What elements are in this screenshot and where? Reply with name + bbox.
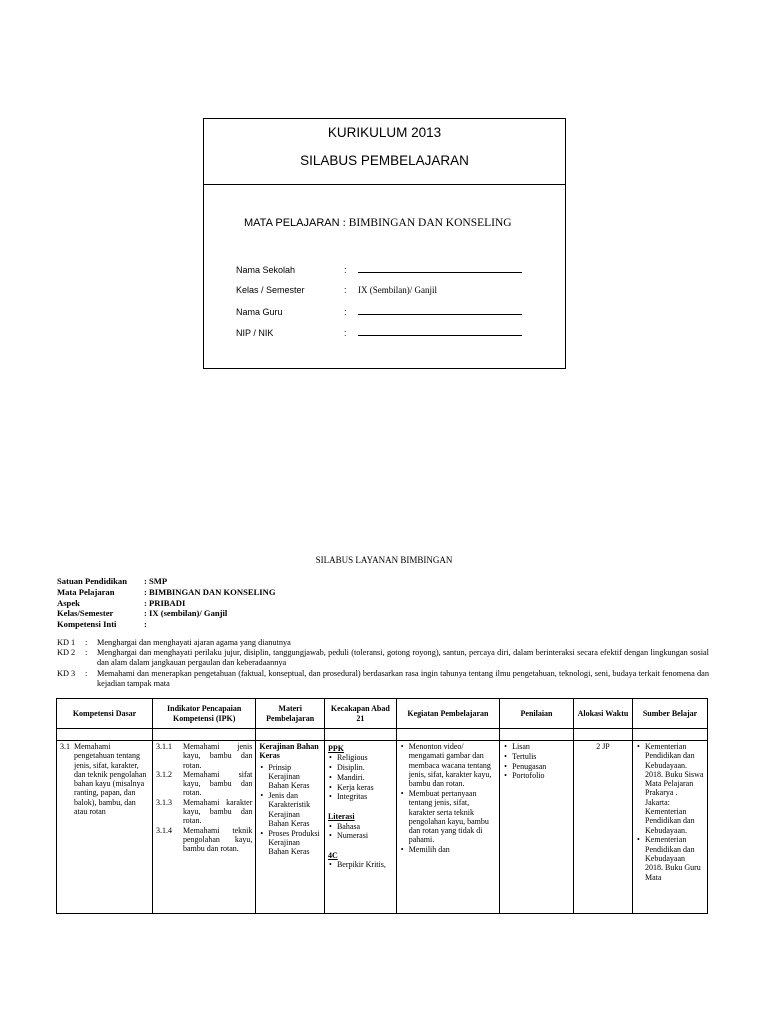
materi-title: Kerajinan Bahan Keras	[259, 742, 319, 761]
cell-kompetensi-dasar	[57, 741, 153, 914]
cell-materi	[256, 741, 325, 914]
meta-label: Kompetensi Inti	[57, 619, 117, 629]
field-colon: :	[344, 285, 347, 295]
field-nama-sekolah	[236, 264, 522, 275]
kd-label: KD 1	[57, 638, 76, 647]
cover-box	[203, 118, 566, 369]
kd-row-2	[57, 648, 709, 668]
header-ipk: Indikator Pencapaian Kompetensi (IPK)	[153, 699, 256, 729]
table-row	[57, 741, 708, 914]
blank-line	[358, 264, 522, 273]
ppk-heading: PPK	[327, 744, 344, 753]
spacer-row	[57, 729, 708, 741]
meta-value: : SMP	[144, 576, 168, 586]
kegiatan-item: • Membuat pertanyaan tentang jenis, sifat, karakter serta teknik pengolahan kayu, bambu dan rotan yang tidak di pahami.	[409, 789, 496, 845]
ipk-text: Memahami jenis kayu, bambu dan rotan.	[183, 742, 253, 770]
spacer-cell	[573, 729, 632, 741]
kegiatan-item: • Memilih dan	[409, 845, 496, 854]
kd-colon: :	[85, 638, 88, 647]
ipk-text: Memahami sifat kayu, bambu dan rotan.	[183, 769, 253, 798]
kd-text: Memahami dan menerapkan pengetahuan (faktual, konseptual, dan prosedural) berdasarkan rasa ingin tahunya tentang ilmu pengetahuan, teknologi, seni, budaya terkait fenomena dan kejadian tampak mata	[97, 669, 709, 688]
kd-label: KD 2	[57, 648, 76, 657]
literasi-item: • Numerasi	[337, 831, 393, 840]
penilaian-item: • Tertulis	[512, 752, 570, 761]
ipk-code: 3.1.2	[156, 769, 172, 779]
literasi-item: • Bahasa	[337, 822, 393, 831]
field-nama-guru	[236, 306, 522, 317]
meta-label: Mata Pelajaran	[57, 587, 115, 597]
field-value: IX (Sembilan)/ Ganjil	[358, 285, 437, 295]
cover-title: KURIKULUM 2013	[327, 125, 442, 140]
penilaian-item: • Penugasan	[512, 762, 570, 771]
spacer-cell	[324, 729, 396, 741]
header-penilaian: Penilaian	[500, 699, 574, 729]
meta-value: : BIMBINGAN DAN KONSELING	[144, 587, 276, 597]
field-kelas-semester	[236, 285, 437, 295]
cell-penilaian	[500, 741, 574, 914]
kd-label: KD 3	[57, 669, 76, 678]
ppk-item: • Disiplin.	[337, 763, 393, 772]
header-kompetensi-dasar: Kompetensi Dasar	[57, 699, 153, 729]
ipk-item	[156, 742, 252, 770]
field-label: NIP / NIK	[236, 328, 274, 338]
header-kegiatan: Kegiatan Pembelajaran	[396, 699, 499, 729]
ipk-code: 3.1.4	[156, 825, 172, 835]
ppk-item: • Religious	[337, 753, 393, 762]
kd-description: Memahami pengetahuan tentang jenis, sifat, karakter, dan teknik pengolahan bahan kayu (misalnya ranting, papan, dan balok), bambu, dan atau rotan	[74, 742, 147, 817]
meta-value: :	[144, 619, 147, 629]
kd-colon: :	[85, 648, 88, 657]
blank-line	[358, 306, 522, 315]
field-label: Nama Sekolah	[236, 265, 296, 275]
cell-kegiatan	[396, 741, 499, 914]
ppk-item: • Integritas	[337, 792, 393, 801]
header-materi: Materi Pembelajaran	[256, 699, 325, 729]
spacer-cell	[256, 729, 325, 741]
meta-kompetensi-inti	[57, 619, 147, 629]
meta-label: Kelas/Semester	[57, 608, 114, 618]
meta-label: Satuan Pendidikan	[57, 576, 127, 586]
field-label: Kelas / Semester	[236, 285, 305, 295]
ipk-item	[156, 826, 252, 854]
materi-item: • Jenis dan Karakteristik Kerajinan Bahan Keras	[268, 791, 321, 828]
header-row	[57, 699, 708, 729]
materi-item: • Proses Produksi Kerajinan Bahan Keras	[268, 829, 321, 857]
kd-text: Menghargai dan menghayati perilaku jujur, disiplin, tanggungjawab, peduli (toleransi, gotong royong), santun, percaya diri, dalam berinteraksi secara efektif dengan lingkungan sosial dan alam dalam jangkauan pergaulan dan keberadaannya	[97, 648, 709, 667]
field-colon: :	[344, 307, 347, 317]
meta-mata-pelajaran	[57, 587, 276, 597]
ipk-text: Memahami teknik pengolahan kayu, bambu dan rotan.	[183, 825, 253, 854]
meta-satuan-pendidikan	[57, 576, 167, 586]
spacer-cell	[57, 729, 153, 741]
sumber-item: • Kementerian Pendidikan dan Kebudayaan. 2018. Buku Siswa Mata Pelajaran Prakarya . Jakarta: Kementerian Pendidikan dan Kebudayaan.	[645, 742, 704, 835]
field-colon: :	[344, 265, 347, 275]
spacer-cell	[633, 729, 708, 741]
ipk-text: Memahami karakter kayu, bambu dan rotan.	[183, 797, 253, 826]
field-label: Nama Guru	[236, 307, 283, 317]
meta-value: : IX (sembilan)/ Ganjil	[144, 608, 228, 618]
cell-kecakapan	[324, 741, 396, 914]
ipk-item	[156, 798, 252, 826]
kd-row-3	[57, 669, 709, 689]
penilaian-item: • Lisan	[512, 742, 570, 751]
cell-ipk	[153, 741, 256, 914]
header-kecakapan: Kecakapan Abad 21	[324, 699, 396, 729]
spacer-cell	[500, 729, 574, 741]
syllabus-table	[56, 698, 708, 914]
materi-item: • Prinsip Kerajinan Bahan Keras	[268, 763, 321, 791]
cell-sumber	[633, 741, 708, 914]
kd-colon: :	[85, 669, 88, 678]
c4-item: • Berpikir Kritis,	[337, 860, 393, 869]
spacer-cell	[396, 729, 499, 741]
kegiatan-item: • Menonton video/ mengamati gambar dan membaca wacana tentang jenis, sifat, karakter kayu, bambu dan rotan.	[409, 742, 496, 788]
literasi-heading: Literasi	[327, 812, 355, 822]
syllabus-title: SILABUS LAYANAN BIMBINGAN	[315, 555, 453, 565]
subject-value: : BIMBINGAN DAN KONSELING	[342, 217, 512, 229]
meta-label: Aspek	[57, 598, 80, 608]
sumber-item: • Kementerian Pendidikan dan Kebudayaan 2018. Buku Guru Mata	[645, 835, 704, 881]
ppk-item: • Kerja keras	[337, 783, 393, 792]
ipk-code: 3.1.3	[156, 797, 172, 807]
spacer-cell	[153, 729, 256, 741]
cover-divider	[204, 184, 565, 185]
kd-text: Menghargai dan menghayati ajaran agama yang dianutnya	[97, 638, 291, 647]
ipk-code: 3.1.1	[156, 742, 172, 751]
c4-heading: 4C	[327, 851, 338, 861]
subject-label: MATA PELAJARAN	[244, 217, 340, 229]
ppk-item: • Mandiri.	[337, 773, 393, 782]
kd-row-1	[57, 638, 709, 648]
penilaian-item: • Portofolio	[512, 771, 570, 780]
meta-value: : PRIBADI	[144, 598, 186, 608]
meta-kelas-semester	[57, 608, 227, 618]
cell-alokasi: 2 JP	[573, 741, 632, 914]
cover-subtitle: SILABUS PEMBELAJARAN	[300, 153, 469, 168]
meta-aspek	[57, 598, 185, 608]
kd-code: 3.1	[60, 742, 70, 751]
field-colon: :	[344, 328, 347, 338]
field-nip-nik	[236, 327, 522, 338]
header-sumber: Sumber Belajar	[633, 699, 708, 729]
cover-subject	[244, 217, 512, 229]
header-alokasi: Alokasi Waktu	[573, 699, 632, 729]
blank-line	[358, 327, 522, 336]
ipk-item	[156, 770, 252, 798]
